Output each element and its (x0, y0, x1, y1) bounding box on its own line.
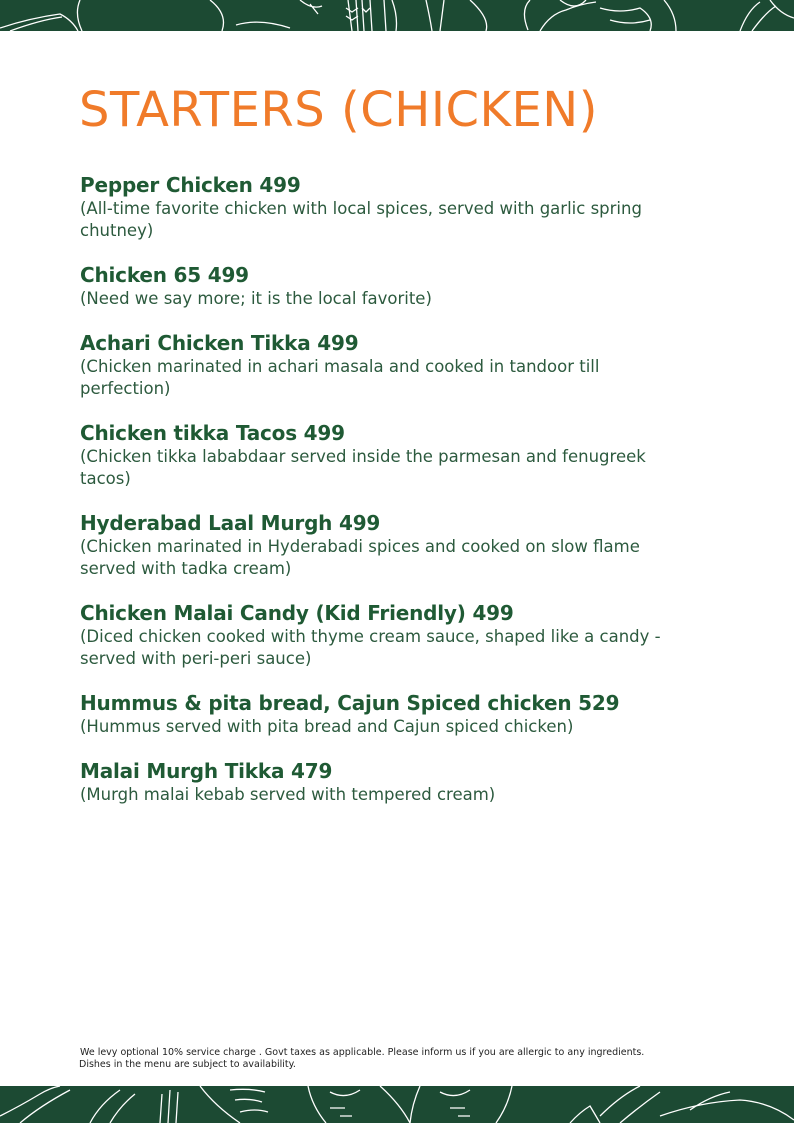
menu-item (80, 758, 720, 806)
menu-item (80, 262, 720, 310)
footer-note (80, 1047, 740, 1071)
menu-item (80, 172, 720, 242)
footer-line-availability: Dishes in the menu are subject to availability. (79, 1059, 296, 1070)
menu-item-name: Pepper Chicken 499 (80, 173, 301, 197)
botanical-pattern-icon (0, 0, 794, 31)
menu-item-description: (Diced chicken cooked with thyme cream sauce, shaped like a candy - served with peri-peri sauce) (80, 627, 661, 668)
menu-item-description: (All-time favorite chicken with local spices, served with garlic spring chutney) (80, 199, 642, 240)
menu-item-name: Hummus & pita bread, Cajun Spiced chicken 529 (80, 691, 620, 715)
menu-item-name: Chicken 65 499 (80, 263, 249, 287)
menu-item-name: Chicken tikka Tacos 499 (80, 421, 345, 445)
menu-list (80, 172, 720, 826)
menu-item-name: Achari Chicken Tikka 499 (80, 331, 359, 355)
botanical-pattern-icon (0, 1086, 794, 1123)
menu-item (80, 330, 720, 400)
page-title: STARTERS (CHICKEN) (79, 82, 598, 138)
menu-item (80, 690, 720, 738)
menu-item (80, 420, 720, 490)
menu-item (80, 510, 720, 580)
menu-item-name: Malai Murgh Tikka 479 (80, 759, 333, 783)
menu-item (80, 600, 720, 670)
footer-line-service-charge: We levy optional 10% service charge . Govt taxes as applicable. Please inform us if you are allergic to any ingredients. (80, 1047, 645, 1058)
menu-item-description: (Murgh malai kebab served with tempered cream) (80, 785, 496, 804)
menu-item-description: (Chicken marinated in achari masala and cooked in tandoor till perfection) (80, 357, 600, 398)
menu-item-name: Chicken Malai Candy (Kid Friendly) 499 (80, 601, 514, 625)
menu-item-description: (Chicken marinated in Hyderabadi spices and cooked on slow flame served with tadka cream) (80, 537, 640, 578)
menu-item-name: Hyderabad Laal Murgh 499 (80, 511, 381, 535)
menu-item-description: (Hummus served with pita bread and Cajun spiced chicken) (80, 717, 574, 736)
bottom-botanical-band (0, 1086, 794, 1123)
menu-item-description: (Need we say more; it is the local favorite) (80, 289, 432, 308)
menu-item-description: (Chicken tikka lababdaar served inside the parmesan and fenugreek tacos) (80, 447, 646, 488)
top-botanical-band (0, 0, 794, 31)
